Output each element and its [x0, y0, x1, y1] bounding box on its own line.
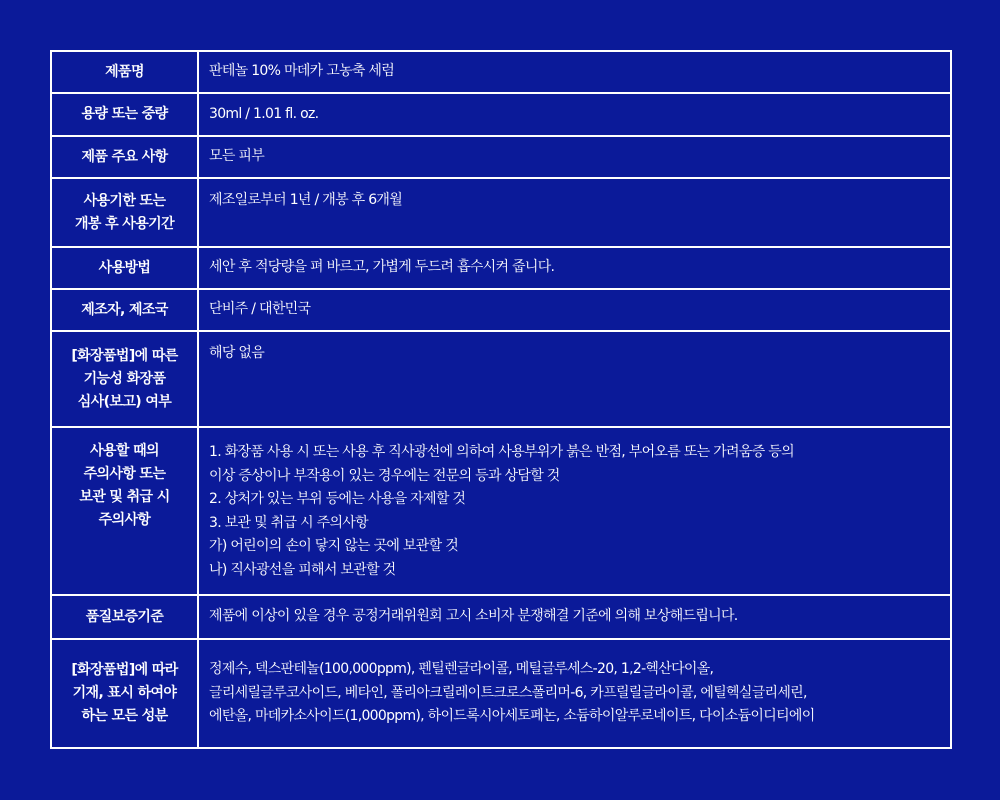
row-value-ingredients: 정제수, 덱스판테놀(100,000ppm), 펜틸렌글라이콜, 메틸글루세스-20, 1,2-헥산다이올, 글리세릴글루코사이드, 베타인, 폴리아크릴레이트크로스폴리머-6, 카프릴릴글라이콜, 에틸헥실글리세린, 에탄올, 마데카소사이드(1,000ppm), 하이드록시아세토페논, 소듐하이알루로네이트, 다이소듐이디티에이: [209, 661, 815, 725]
row-label-volume: 용량 또는 중량: [52, 94, 199, 135]
product-info-table: [50, 50, 952, 749]
row-value-volume: 30ml / 1.01 fl. oz.: [209, 105, 319, 122]
row-label-manufacturer: 제조자, 제조국: [52, 290, 199, 330]
row-value-product-name: 판테놀 10% 마데카 고농축 세럼: [209, 63, 395, 80]
row-value-functional-review: 해당 없음: [209, 345, 265, 361]
table-row: [52, 428, 950, 596]
row-label-key-info: 제품 주요 사항: [52, 137, 199, 177]
row-value-manufacturer: 단비주 / 대한민국: [209, 301, 311, 318]
table-row: [52, 332, 950, 428]
table-row: [52, 596, 950, 640]
table-row: [52, 179, 950, 248]
row-label-product-name: 제품명: [52, 52, 199, 92]
row-label-quality-guarantee: 품질보증기준: [52, 596, 199, 638]
row-value-key-info: 모든 피부: [209, 148, 265, 165]
table-row: [52, 290, 950, 332]
row-label-precautions: 사용할 때의 주의사항 또는 보관 및 취급 시 주의사항: [52, 428, 199, 594]
row-value-quality-guarantee: 제품에 이상이 있을 경우 공정거래위원회 고시 소비자 분쟁해결 기준에 의해 보상해드립니다.: [209, 608, 738, 625]
table-row: [52, 137, 950, 179]
row-label-expiry: 사용기한 또는 개봉 후 사용기간: [52, 179, 199, 246]
table-row: [52, 94, 950, 137]
row-label-ingredients: [화장품법]에 따라 기재, 표시 하여야 하는 모든 성분: [52, 640, 199, 747]
row-label-usage: 사용방법: [52, 248, 199, 288]
row-value-precautions: 1. 화장품 사용 시 또는 사용 후 직사광선에 의하여 사용부위가 붉은 반점, 부어오름 또는 가려움증 등의 이상 증상이나 부작용이 있는 경우에는 전문의 등과 상담할 것 2. 상처가 있는 부위 등에는 사용을 자제할 것 3. 보관 및 취급 시 주의사항 가) 어린이의 손이 닿지 않는 곳에 보관할 것 나) 직사광선을 피해서 보관할 것: [209, 444, 794, 578]
row-label-functional-review: [화장품법]에 따른 기능성 화장품 심사(보고) 여부: [52, 332, 199, 426]
table-row: [52, 640, 950, 747]
table-row: [52, 248, 950, 290]
table-row: [52, 52, 950, 94]
row-value-expiry: 제조일로부터 1년 / 개봉 후 6개월: [209, 192, 403, 208]
row-value-usage: 세안 후 적당량을 펴 바르고, 가볍게 두드려 흡수시켜 줍니다.: [209, 259, 555, 276]
